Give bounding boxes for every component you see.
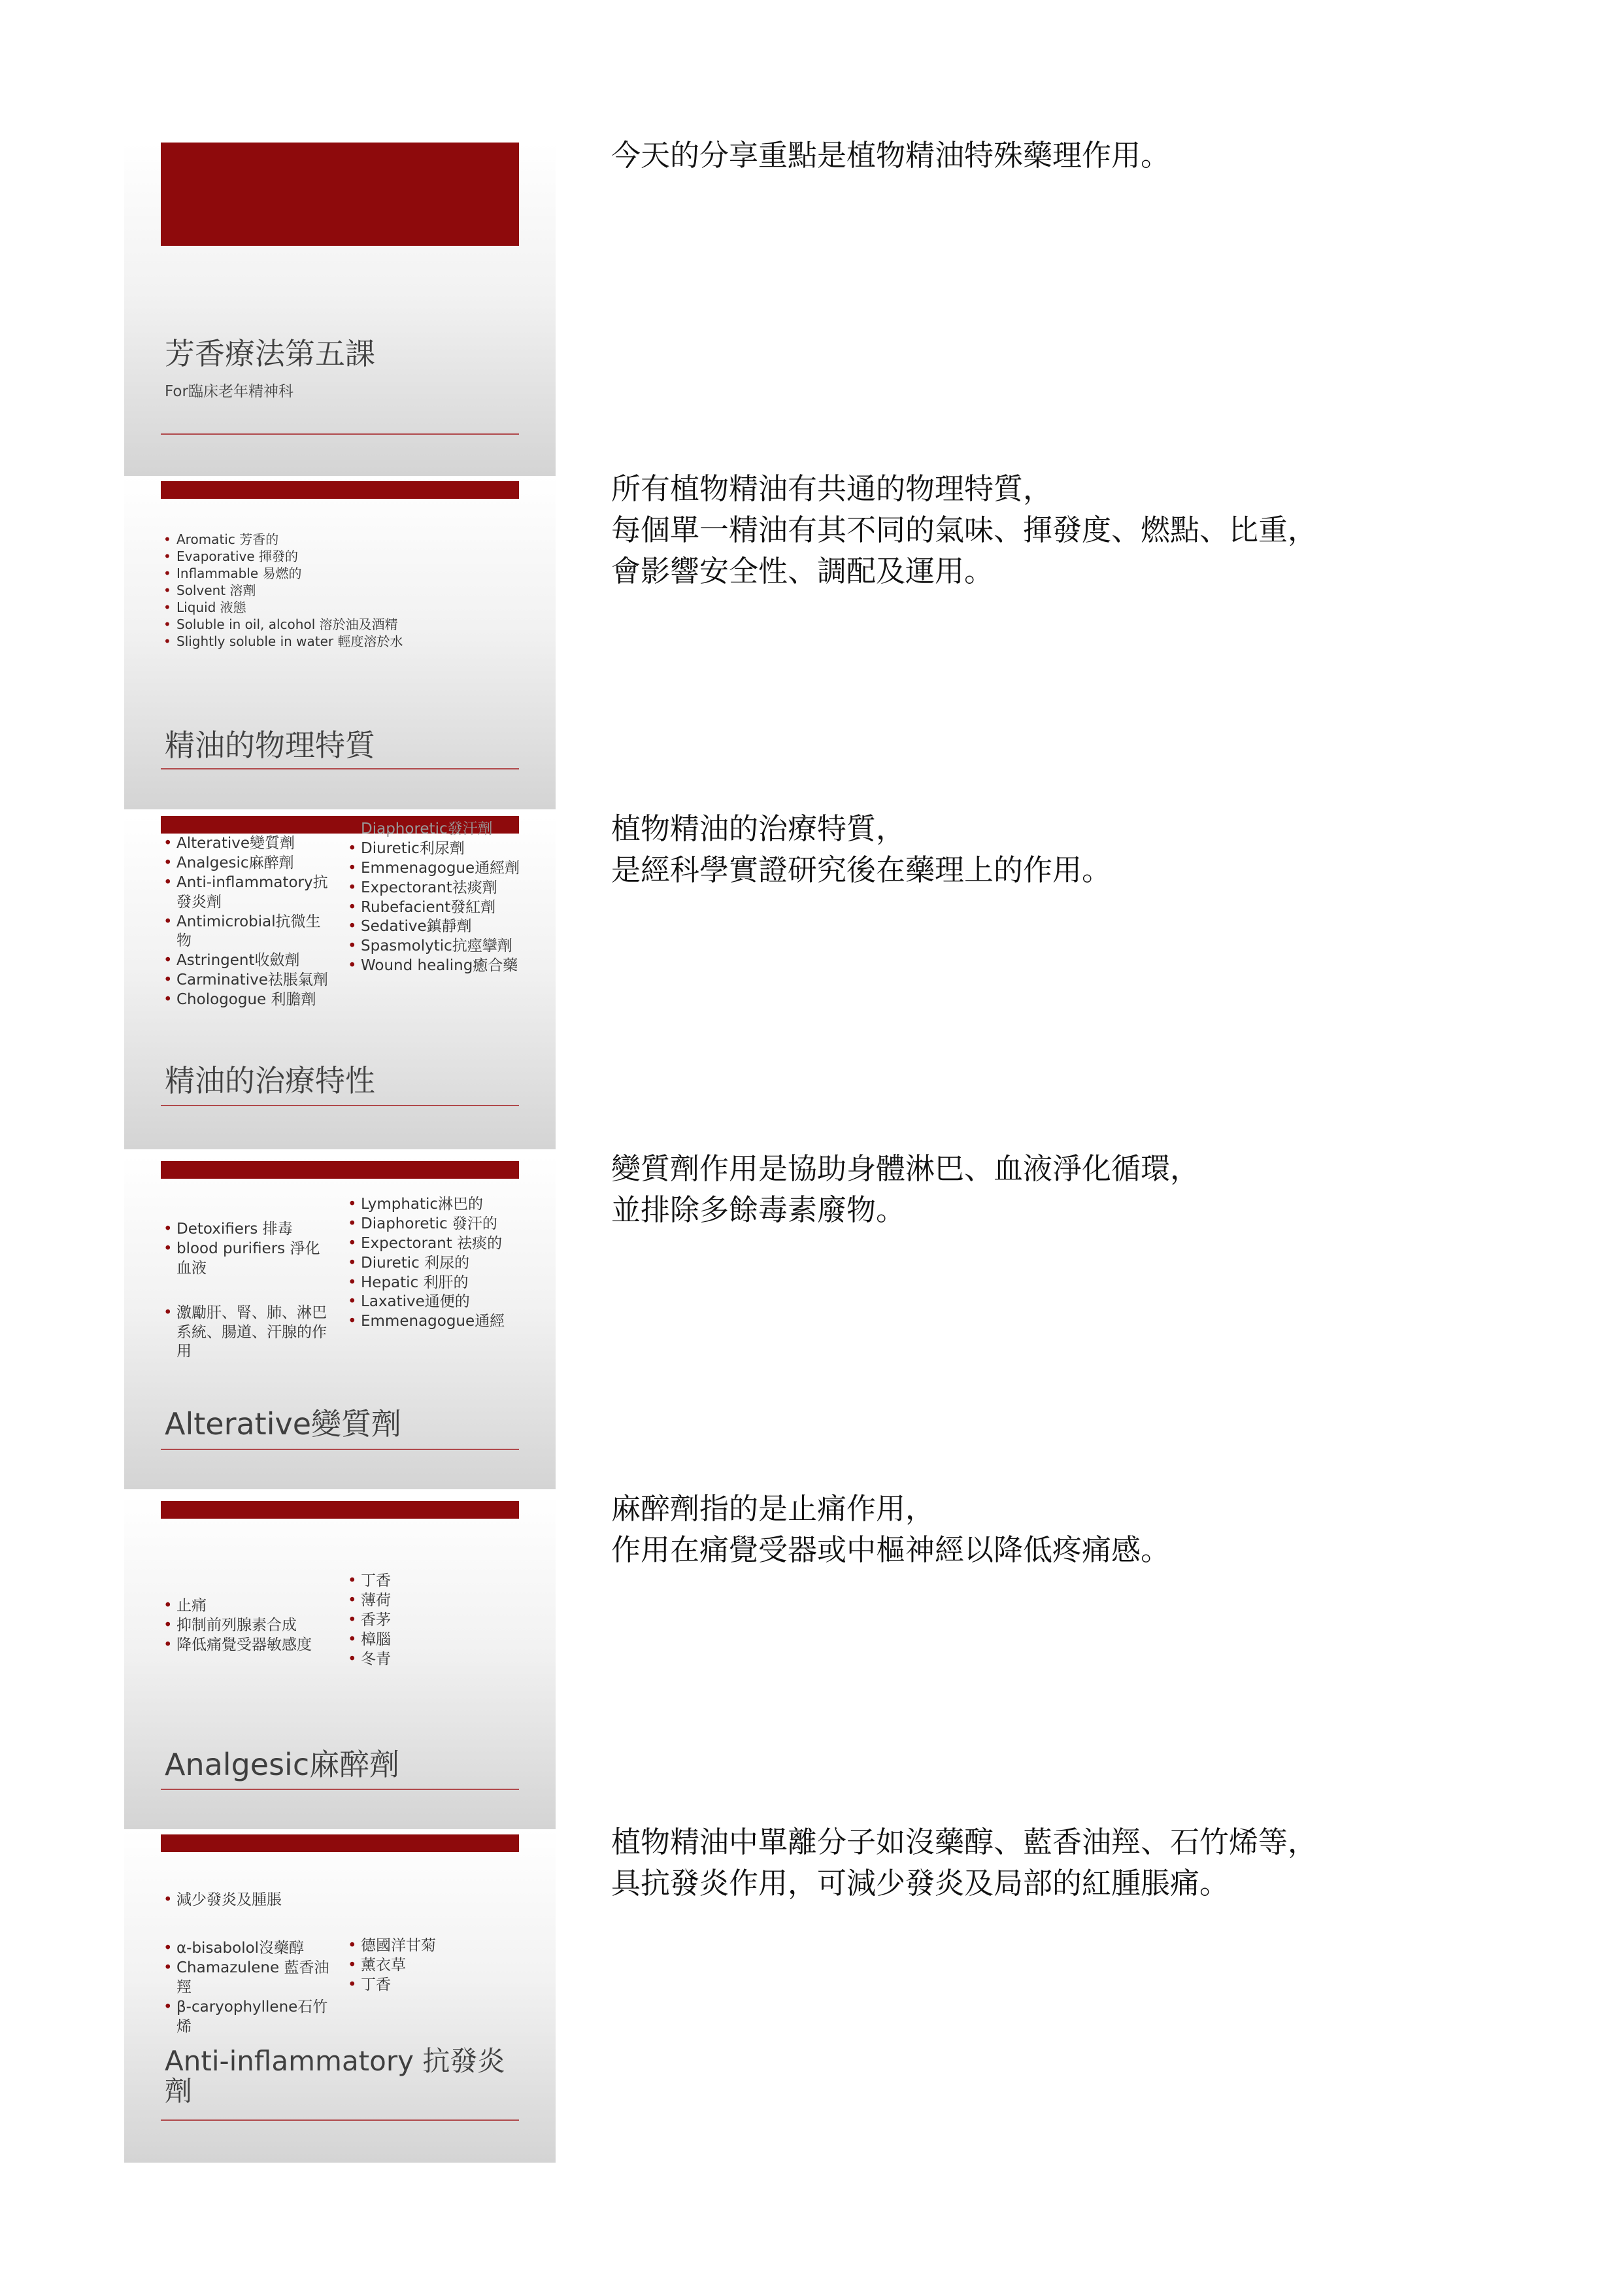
bullet-item: • α-bisabolol沒藥醇 xyxy=(163,1939,330,1959)
bullet-item: • Anti-inflammatory抗發炎劑 xyxy=(163,873,330,913)
bullet-item: • 冬青 xyxy=(348,1650,478,1670)
slide-thumbnail xyxy=(124,816,556,1149)
note-line: 變質劑作用是協助身體淋巴、血液淨化循環， xyxy=(611,1151,1200,1186)
bullet-item: • Diuretic 利尿的 xyxy=(348,1254,524,1274)
note-line: 作用在痛覺受器或中樞神經以降低疼痛感。 xyxy=(611,1532,1171,1567)
bullet-item: • Wound healing癒合藥 xyxy=(348,956,524,976)
title-banner xyxy=(161,1161,519,1179)
bullet-item: • Antimicrobial抗微生物 xyxy=(163,913,330,952)
bullet-item: • β-caryophyllene石竹烯 xyxy=(163,1998,330,2037)
bullet-item: • 丁香 xyxy=(348,1976,478,1995)
title-rule xyxy=(161,433,519,435)
title-banner xyxy=(161,1501,519,1519)
bullet-item: • Carminative祛脹氣劑 xyxy=(163,971,330,990)
slide-row-2 xyxy=(124,471,1431,809)
slide-row-6 xyxy=(124,1825,1431,2163)
slide-title: Analgesic麻醉劑 xyxy=(165,1747,400,1782)
bullet-item: • Diaphoretic發汗劑 xyxy=(348,820,524,839)
slide-title: Alterative變質劑 xyxy=(165,1406,402,1442)
slide-row-5 xyxy=(124,1491,1431,1829)
bullet-item: • Solvent 溶劑 xyxy=(163,582,403,599)
bullet-item: • Sedative鎮靜劑 xyxy=(348,917,524,937)
slide-title: 精油的物理特質 xyxy=(165,728,375,763)
bullet-item: • Lymphatic淋巴的 xyxy=(348,1195,524,1215)
slide-note xyxy=(611,468,1317,592)
note-line: 植物精油中單離分子如沒藥醇、藍香油羥、石竹烯等， xyxy=(611,1825,1318,1859)
title-rule xyxy=(161,1105,519,1106)
bullet-item: • Emmenagogue通經劑 xyxy=(348,859,524,879)
slide-thumbnail xyxy=(124,1496,556,1829)
title-banner xyxy=(161,481,519,499)
slide-note xyxy=(611,1148,1199,1230)
bullet-list-left xyxy=(163,834,330,1010)
bullet-item: • Chologogue 利膽劑 xyxy=(163,990,330,1010)
bullet-item: • Astringent收斂劑 xyxy=(163,951,330,971)
slide-thumbnail xyxy=(124,1829,556,2163)
bullet-item: • Liquid 液態 xyxy=(163,599,403,616)
bullet-item: • Laxative通便的 xyxy=(348,1292,524,1312)
title-rule xyxy=(161,768,519,769)
slide-thumbnail xyxy=(124,1156,556,1489)
bullet-item: • Aromatic 芳香的 xyxy=(163,531,403,548)
title-banner xyxy=(161,1834,519,1852)
bullet-item: • Hepatic 利肝的 xyxy=(348,1274,524,1293)
slide-note xyxy=(611,1488,1170,1570)
title-rule xyxy=(161,1789,519,1790)
slide-title: 精油的治療特性 xyxy=(165,1063,375,1098)
slide-row-1 xyxy=(124,138,1431,476)
slide-thumbnail xyxy=(124,476,556,809)
slide-subtitle: For臨床老年精神科 xyxy=(165,383,293,400)
bullet-item: • Expectorant祛痰劑 xyxy=(348,879,524,898)
title-rule xyxy=(161,2119,519,2121)
bullet-item: • 降低痛覺受器敏感度 xyxy=(163,1636,340,1655)
bullet-item: • Inflammable 易燃的 xyxy=(163,565,403,582)
slide-row-4 xyxy=(124,1151,1431,1489)
bullet-item: • Chamazulene 藍香油羥 xyxy=(163,1959,330,1998)
slide-note xyxy=(611,135,1170,176)
bullet-item: • 香茅 xyxy=(348,1611,478,1630)
bullet-item: • Rubefacient發紅劑 xyxy=(348,898,524,918)
title-banner xyxy=(161,143,519,246)
bullet-item: • 薰衣草 xyxy=(348,1956,478,1976)
bullet-item: • Slightly soluble in water 輕度溶於水 xyxy=(163,633,403,650)
bullet-item: • 抑制前列腺素合成 xyxy=(163,1616,340,1636)
bullet-item: • 德國洋甘菊 xyxy=(348,1936,478,1956)
slide-title: Anti-inflammatory 抗發炎劑 xyxy=(165,2045,505,2108)
bullet-item: • Alterative變質劑 xyxy=(163,834,330,854)
bullet-item: • 激勵肝、腎、肺、淋巴系統、腸道、汗腺的作用 xyxy=(163,1304,330,1362)
bullet-item: • Spasmolytic抗痙攣劑 xyxy=(348,937,524,956)
bullet-list-right xyxy=(348,1936,478,1995)
bullet-item: • Emmenagogue通經 xyxy=(348,1312,524,1332)
note-line: 是經科學實證研究後在藥理上的作用。 xyxy=(611,853,1112,887)
bullet-item: • 樟腦 xyxy=(348,1630,478,1650)
bullet-list-top xyxy=(163,1891,425,1910)
bullet-list xyxy=(163,531,403,650)
bullet-item: • Detoxifiers 排毒 xyxy=(163,1220,330,1240)
note-line: 每個單一精油有其不同的氣味、揮發度、燃點、比重， xyxy=(611,513,1318,547)
bullet-item: • 丁香 xyxy=(348,1572,478,1591)
bullet-list-left xyxy=(163,1939,330,2036)
note-line: 具抗發炎作用，可減少發炎及局部的紅腫脹痛。 xyxy=(611,1866,1230,1900)
slide-thumbnail xyxy=(124,143,556,476)
note-line: 今天的分享重點是植物精油特殊藥理作用。 xyxy=(611,138,1171,173)
note-line: 會影響安全性、調配及運用。 xyxy=(611,554,994,588)
bullet-item: • Diuretic利尿劑 xyxy=(348,839,524,859)
note-line: 植物精油的治療特質， xyxy=(611,811,906,846)
bullet-item: • blood purifiers 淨化血液 xyxy=(163,1240,330,1279)
bullet-item: • 止痛 xyxy=(163,1596,340,1616)
bullet-item: • Analgesic麻醉劑 xyxy=(163,854,330,873)
note-line: 麻醉劑指的是止痛作用， xyxy=(611,1491,935,1526)
bullet-list-right xyxy=(348,820,524,976)
bullet-list-left xyxy=(163,1220,330,1362)
bullet-list-left xyxy=(163,1596,340,1655)
slide-row-3 xyxy=(124,811,1431,1149)
note-line: 並排除多餘毒素廢物。 xyxy=(611,1192,906,1227)
slide-note xyxy=(611,808,1111,890)
bullet-list-right xyxy=(348,1572,478,1669)
bullet-item: • 減少發炎及腫脹 xyxy=(163,1891,425,1910)
bullet-list-right xyxy=(348,1195,524,1332)
bullet-item: • Diaphoretic 發汗的 xyxy=(348,1215,524,1234)
slide-note xyxy=(611,1821,1317,1904)
slide-title: 芳香療法第五課 xyxy=(165,336,375,371)
bullet-item: • 薄荷 xyxy=(348,1591,478,1611)
note-line: 所有植物精油有共通的物理特質， xyxy=(611,471,1053,506)
bullet-item: • Expectorant 祛痰的 xyxy=(348,1234,524,1254)
bullet-item: • Evaporative 揮發的 xyxy=(163,548,403,565)
title-rule xyxy=(161,1449,519,1450)
bullet-item: • Soluble in oil, alcohol 溶於油及酒精 xyxy=(163,616,403,633)
